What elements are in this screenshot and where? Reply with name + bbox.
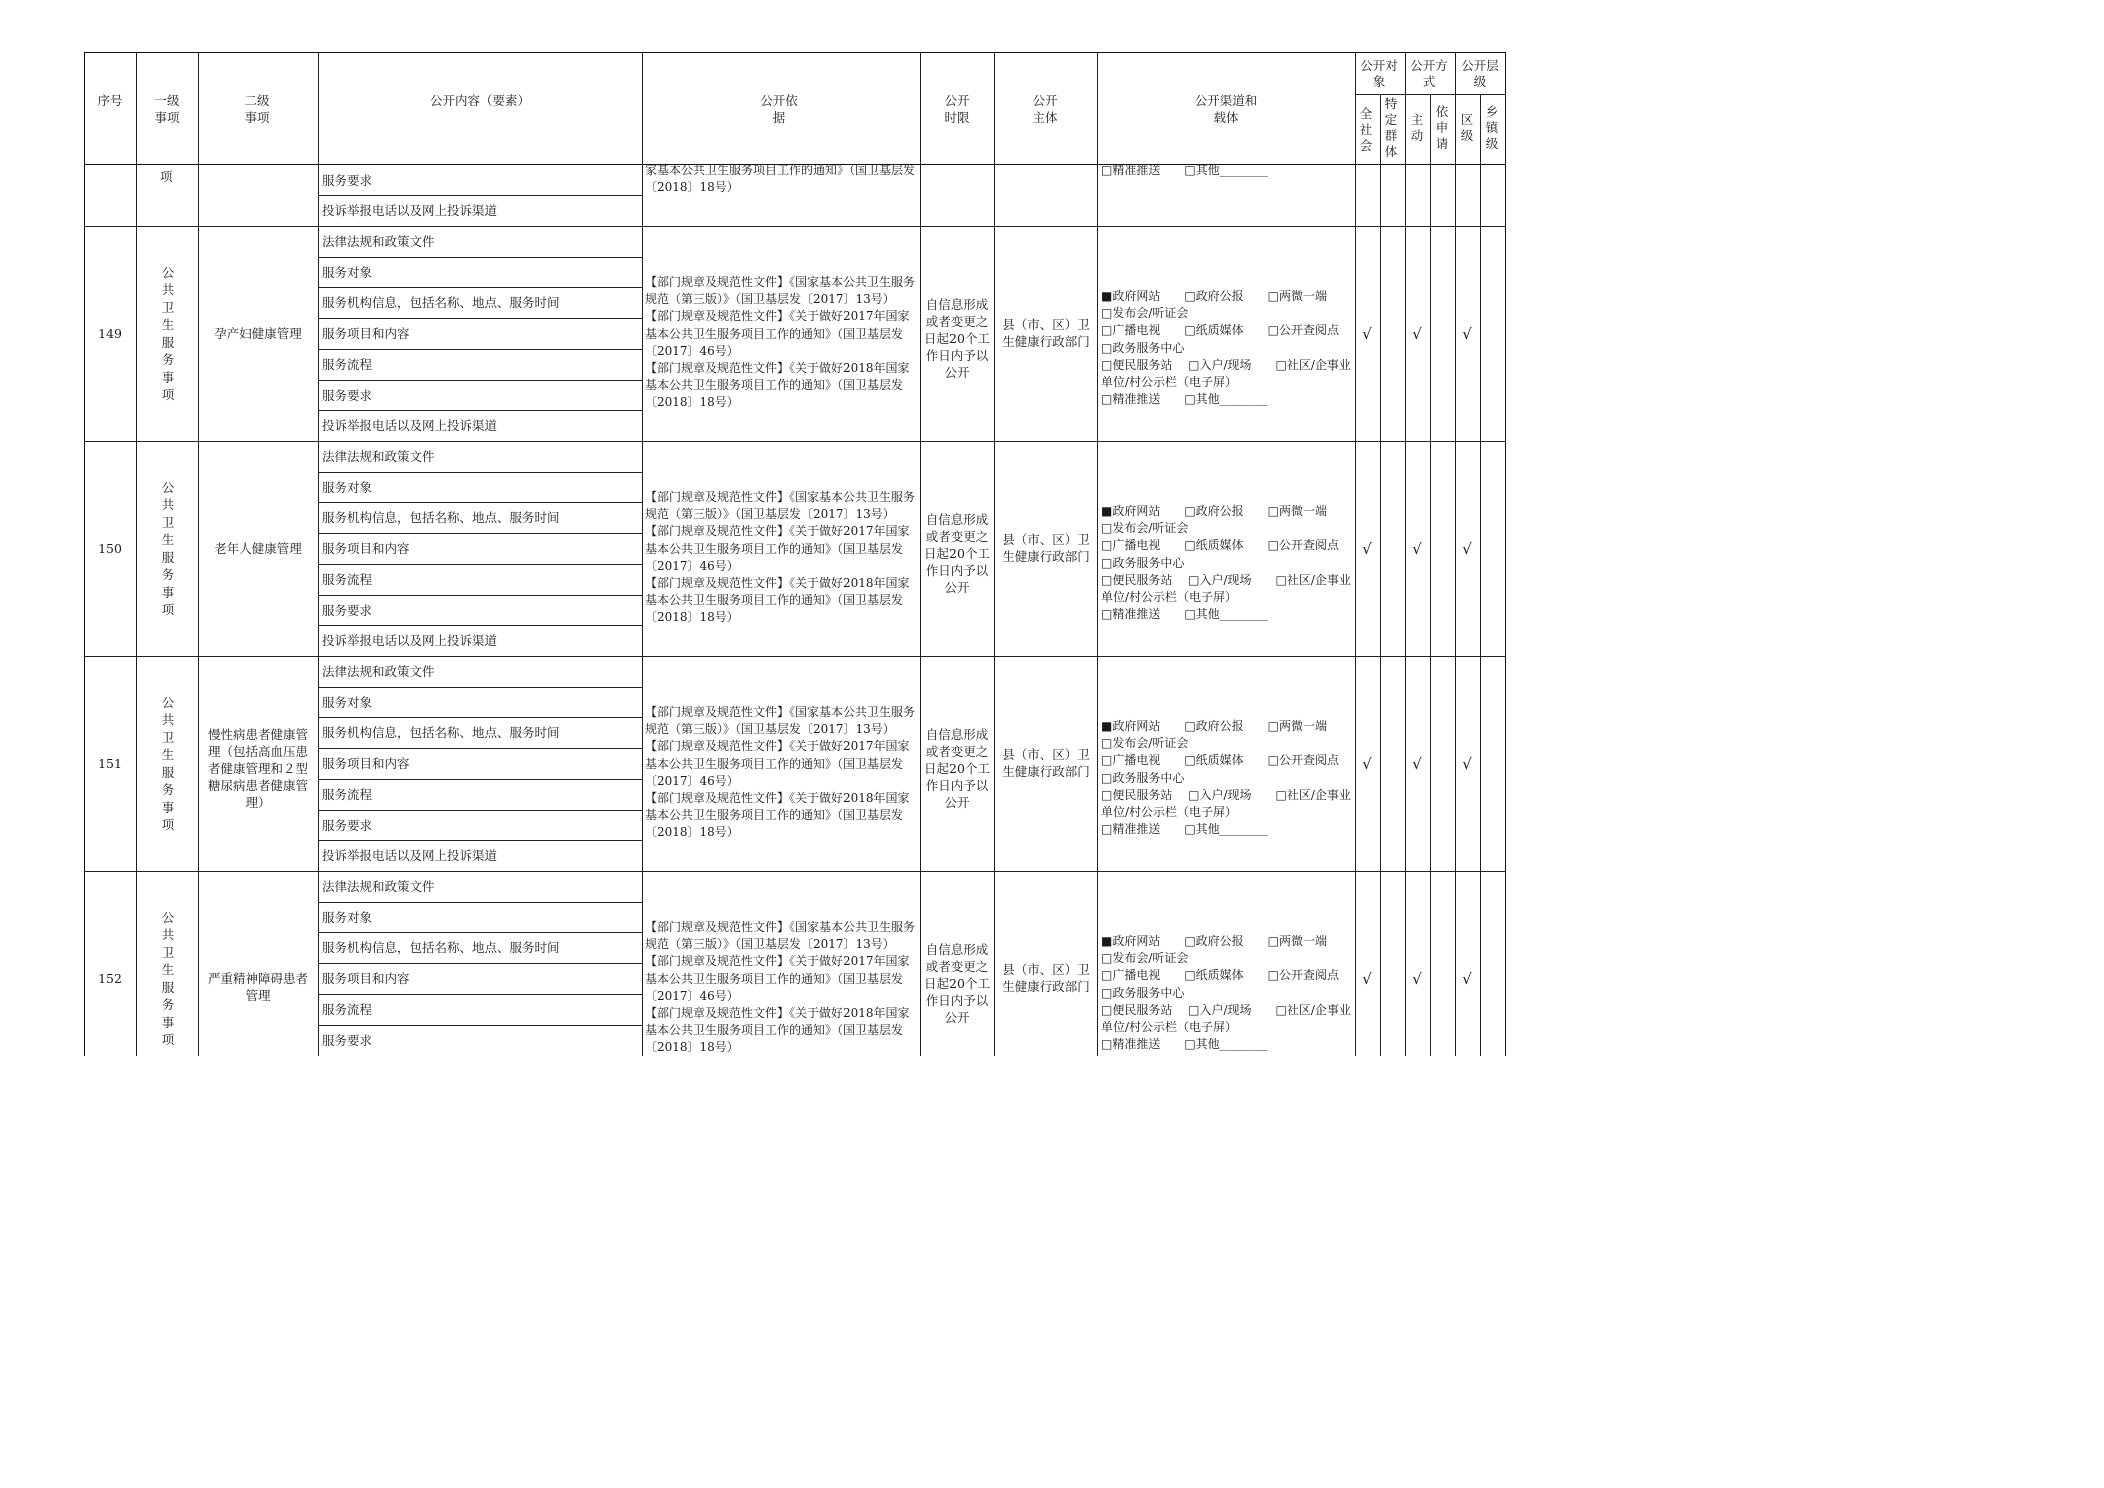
grid-line <box>920 52 921 1056</box>
grid-line <box>1097 52 1098 1056</box>
content-item: 服务机构信息，包括名称、地点、服务时间 <box>322 940 560 956</box>
content-item: 投诉举报电话以及网上投诉渠道 <box>322 418 498 434</box>
content-item: 服务对象 <box>322 264 373 280</box>
row-level1: 公共卫生服务事项 <box>161 479 175 617</box>
grid-line <box>318 595 642 596</box>
content-item: 服务项目和内容 <box>322 541 410 557</box>
grid-line <box>84 52 1505 53</box>
row-subject: 县（市、区）卫生健康行政部门 <box>1002 531 1090 564</box>
grid-line <box>318 349 642 350</box>
grid-line <box>318 932 642 933</box>
grid-line <box>318 257 642 258</box>
top-item-1: 服务要求 <box>322 173 373 188</box>
header-timelimit: 公开时限 <box>944 93 970 125</box>
grid-line <box>318 195 642 196</box>
header-audience: 公开对象 <box>1360 58 1398 89</box>
content-item: 投诉举报电话以及网上投诉渠道 <box>322 848 498 864</box>
header-basis: 公开依据 <box>760 93 798 125</box>
grid-line <box>318 902 642 903</box>
row-basis: 【部门规章及规范性文件】《国家基本公共卫生服务规范（第三版）》（国卫基层发〔2017〕13号） 【部门规章及规范性文件】《关于做好2017年国家基本公共卫生服务项目工作的通知》（国卫基层发〔2017〕46号） 【部门规章及规范性文件】《关于做好2018年国家基本公共卫生服务项目工作的通知》（国卫基层发〔2018〕18号） <box>645 920 916 1055</box>
row-channels: ■政府网站 □政府公报 □两微一端 □发布会/听证会 □广播电视 □纸质媒体 □公开查阅点 □政务服务中心 □便民服务站 □入户/现场 □社区/企事业单位/村公示栏（电子屏） □精准推送 □其他________ <box>1101 504 1351 622</box>
row-timelimit: 自信息形成或者变更之日起20个工作日内予以公开 <box>924 296 990 380</box>
content-item: 服务流程 <box>322 571 373 587</box>
content-item: 服务流程 <box>322 1001 373 1017</box>
row-channels: ■政府网站 □政府公报 □两微一端 □发布会/听证会 □广播电视 □纸质媒体 □公开查阅点 □政务服务中心 □便民服务站 □入户/现场 □社区/企事业单位/村公示栏（电子屏） □精准推送 □其他________ <box>1101 934 1351 1052</box>
content-item: 服务要求 <box>322 387 373 403</box>
content-item: 服务项目和内容 <box>322 756 410 772</box>
grid-line <box>318 533 642 534</box>
content-item: 服务流程 <box>322 356 373 372</box>
grid-line <box>136 52 137 1056</box>
grid-line <box>318 502 642 503</box>
grid-line <box>318 687 642 688</box>
grid-line <box>318 810 642 811</box>
header-audience-specific: 特定群体 <box>1384 96 1398 159</box>
row-basis: 【部门规章及规范性文件】《国家基本公共卫生服务规范（第三版）》（国卫基层发〔2017〕13号） 【部门规章及规范性文件】《关于做好2017年国家基本公共卫生服务项目工作的通知》（国卫基层发〔2017〕46号） 【部门规章及规范性文件】《关于做好2018年国家基本公共卫生服务项目工作的通知》（国卫基层发〔2018〕18号） <box>645 490 916 625</box>
mark-district: √ <box>1462 969 1472 988</box>
grid-line <box>84 871 1505 872</box>
grid-line <box>994 52 995 1056</box>
header-level-district: 区级 <box>1460 112 1474 143</box>
content-item: 服务流程 <box>322 786 373 802</box>
row-subject: 县（市、区）卫生健康行政部门 <box>1002 316 1090 349</box>
header-level2: 二级事项 <box>244 93 270 125</box>
top-channel-tail: □精准推送 □其他________ <box>1101 163 1268 177</box>
content-item: 法律法规和政策文件 <box>322 664 435 679</box>
row-subject: 县（市、区）卫生健康行政部门 <box>1002 746 1090 779</box>
mark-district: √ <box>1462 324 1472 343</box>
mark-active: √ <box>1412 754 1422 773</box>
row-seq: 149 <box>98 325 122 341</box>
content-item: 服务对象 <box>322 909 373 925</box>
row-level2: 严重精神障碍患者管理 <box>207 970 308 1003</box>
grid-line <box>1505 52 1506 1056</box>
row-level2: 孕产妇健康管理 <box>214 325 302 341</box>
grid-line <box>318 318 642 319</box>
header-mode-apply: 依申请 <box>1435 104 1449 151</box>
header-level1: 一级事项 <box>154 93 180 125</box>
header-audience-all: 全社会 <box>1359 106 1373 153</box>
content-item: 服务对象 <box>322 479 373 495</box>
header-mode: 公开方式 <box>1410 58 1448 89</box>
content-item: 服务机构信息，包括名称、地点、服务时间 <box>322 725 560 741</box>
row-level1: 公共卫生服务事项 <box>161 909 175 1047</box>
top-basis-tail: 家基本公共卫生服务项目工作的通知》（国卫基层发〔2018〕18号） <box>645 163 916 195</box>
grid-line <box>84 441 1505 442</box>
header-level-town: 乡镇级 <box>1485 104 1499 151</box>
mark-district: √ <box>1462 754 1472 773</box>
row-basis: 【部门规章及规范性文件】《国家基本公共卫生服务规范（第三版）》（国卫基层发〔2017〕13号） 【部门规章及规范性文件】《关于做好2017年国家基本公共卫生服务项目工作的通知》（国卫基层发〔2017〕46号） 【部门规章及规范性文件】《关于做好2018年国家基本公共卫生服务项目工作的通知》（国卫基层发〔2018〕18号） <box>645 705 916 840</box>
grid-line <box>318 717 642 718</box>
mark-all-society: √ <box>1362 539 1372 558</box>
grid-line <box>84 52 85 1056</box>
grid-line <box>318 472 642 473</box>
header-channel: 公开渠道和载体 <box>1194 93 1258 125</box>
mark-all-society: √ <box>1362 324 1372 343</box>
row-seq: 150 <box>98 540 122 556</box>
mark-active: √ <box>1412 969 1422 988</box>
grid-line <box>318 748 642 749</box>
top-level1-tail: 项 <box>160 169 173 184</box>
row-timelimit: 自信息形成或者变更之日起20个工作日内予以公开 <box>924 941 990 1025</box>
content-item: 服务要求 <box>322 1032 373 1048</box>
row-timelimit: 自信息形成或者变更之日起20个工作日内予以公开 <box>924 726 990 810</box>
content-item: 服务要求 <box>322 817 373 833</box>
header-content: 公开内容（要素） <box>429 93 530 108</box>
row-subject: 县（市、区）卫生健康行政部门 <box>1002 961 1090 994</box>
row-channels: ■政府网站 □政府公报 □两微一端 □发布会/听证会 □广播电视 □纸质媒体 □公开查阅点 □政务服务中心 □便民服务站 □入户/现场 □社区/企事业单位/村公示栏（电子屏） □精准推送 □其他________ <box>1101 289 1351 407</box>
mark-district: √ <box>1462 539 1472 558</box>
row-level1: 公共卫生服务事项 <box>161 264 175 402</box>
row-level1: 公共卫生服务事项 <box>161 694 175 832</box>
grid-line <box>84 656 1505 657</box>
mark-active: √ <box>1412 539 1422 558</box>
content-item: 投诉举报电话以及网上投诉渠道 <box>322 633 498 649</box>
content-item: 服务项目和内容 <box>322 971 410 987</box>
header-subject: 公开主体 <box>1032 93 1058 125</box>
mark-all-society: √ <box>1362 754 1372 773</box>
grid-line <box>318 840 642 841</box>
grid-line <box>318 564 642 565</box>
top-item-2: 投诉举报电话以及网上投诉渠道 <box>322 203 498 218</box>
grid-line <box>318 625 642 626</box>
content-item: 法律法规和政策文件 <box>322 234 435 249</box>
content-item: 法律法规和政策文件 <box>322 449 435 464</box>
grid-line <box>318 380 642 381</box>
grid-line <box>642 52 643 1056</box>
row-basis: 【部门规章及规范性文件】《国家基本公共卫生服务规范（第三版）》（国卫基层发〔2017〕13号） 【部门规章及规范性文件】《关于做好2017年国家基本公共卫生服务项目工作的通知》（国卫基层发〔2017〕46号） 【部门规章及规范性文件】《关于做好2018年国家基本公共卫生服务项目工作的通知》（国卫基层发〔2018〕18号） <box>645 275 916 410</box>
grid-line <box>1380 94 1381 1056</box>
grid-line <box>318 410 642 411</box>
row-seq: 152 <box>98 970 122 986</box>
grid-line <box>318 52 319 1056</box>
header-seq: 序号 <box>97 93 123 108</box>
row-level2: 慢性病患者健康管理（包括高血压患者健康管理和２型糖尿病患者健康管理） <box>207 726 308 810</box>
grid-line <box>318 779 642 780</box>
mark-active: √ <box>1412 324 1422 343</box>
header-mode-active: 主动 <box>1410 112 1424 143</box>
row-channels: ■政府网站 □政府公报 □两微一端 □发布会/听证会 □广播电视 □纸质媒体 □公开查阅点 □政务服务中心 □便民服务站 □入户/现场 □社区/企事业单位/村公示栏（电子屏） □精准推送 □其他________ <box>1101 719 1351 837</box>
content-item: 法律法规和政策文件 <box>322 879 435 894</box>
content-item: 服务对象 <box>322 694 373 710</box>
grid-line <box>84 226 1505 227</box>
grid-line <box>1480 94 1481 1056</box>
content-item: 服务机构信息，包括名称、地点、服务时间 <box>322 295 560 311</box>
grid-line <box>318 1025 642 1026</box>
content-item: 服务机构信息，包括名称、地点、服务时间 <box>322 510 560 526</box>
content-item: 服务要求 <box>322 602 373 618</box>
mark-all-society: √ <box>1362 969 1372 988</box>
row-timelimit: 自信息形成或者变更之日起20个工作日内予以公开 <box>924 511 990 595</box>
grid-line <box>198 52 199 1056</box>
header-level: 公开层级 <box>1461 58 1499 89</box>
row-level2: 老年人健康管理 <box>214 540 302 556</box>
grid-line <box>1430 94 1431 1056</box>
grid-line <box>318 963 642 964</box>
grid-line <box>318 994 642 995</box>
grid-line <box>318 287 642 288</box>
content-item: 服务项目和内容 <box>322 326 410 342</box>
row-seq: 151 <box>98 755 122 771</box>
